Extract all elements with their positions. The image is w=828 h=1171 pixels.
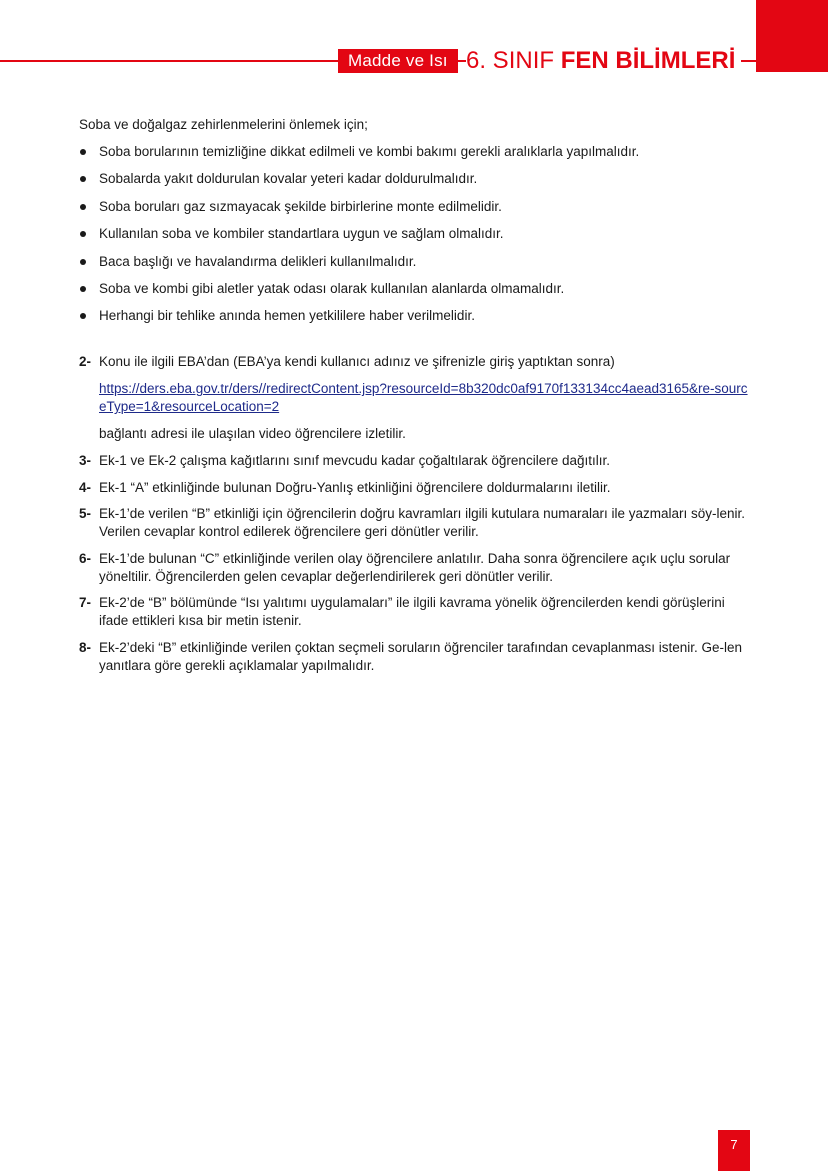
bullet-text: Herhangi bir tehlike anında hemen yetkililere haber verilmelidir. [99, 308, 475, 324]
safety-bullet-list [79, 143, 751, 325]
bullet-item [79, 253, 751, 271]
eba-link-wrapper [99, 380, 751, 416]
bullet-item [79, 170, 751, 188]
bullet-item [79, 143, 751, 161]
corner-accent-block [756, 0, 828, 72]
bullet-text: Soba ve kombi gibi aletler yatak odası olarak kullanılan alanlarda olmamalıdır. [99, 280, 565, 296]
bullet-item [79, 198, 751, 216]
bullet-dot-icon [80, 149, 86, 155]
step-8 [79, 639, 751, 675]
step-number: 2- [79, 354, 92, 370]
bullet-text: Soba borularının temizliğine dikkat edilmeli ve kombi bakımı gerekli aralıklarla yapılmalıdır. [99, 144, 640, 159]
step-4 [79, 479, 751, 497]
step-number: 3- [79, 452, 92, 468]
bullet-item [79, 280, 751, 298]
step-text: Ek-1’de verilen “B” etkinliği için öğrencilerin doğru kavramları ilgili kutulara numaraları ile yazmaları söy-lenir. Verilen cevaplar kontrol edilerek öğrencilere geri dönütler verilir. [99, 506, 746, 540]
bullet-dot-icon [80, 176, 86, 182]
bullet-text: Sobalarda yakıt doldurulan kovalar yeteri kadar doldurulmalıdır. [99, 171, 478, 187]
bullet-text: Soba boruları gaz sızmayacak şekilde birbirlerine monte edilmelidir. [99, 198, 502, 214]
step-text: Ek-2’deki “B” etkinliğinde verilen çoktan seçmeli soruların öğrenciler tarafından cevaplanması istenir. Ge-len yanıtlara göre gerekli açıklamalar yapılmalıdır. [99, 639, 743, 673]
step-followup-text: bağlantı adresi ile ulaşılan video öğrencilere izletilir. [99, 426, 406, 442]
step-text: Ek-1’de bulunan “C” etkinliğinde verilen olay öğrencilere anlatılır. Daha sonra öğrencilere açık uçlu sorular yöneltilir. Öğrencilerden gelen cevaplar değerlendirilerek geri dönütler verilir. [99, 550, 731, 584]
step-number: 5- [79, 506, 92, 522]
step-number: 4- [79, 479, 92, 495]
bullet-item [79, 225, 751, 243]
step-number: 8- [79, 639, 92, 655]
step-6 [79, 550, 751, 586]
step-7 [79, 594, 751, 630]
grade-label: 6. SINIF [466, 47, 555, 74]
bullet-dot-icon [80, 313, 86, 319]
step-text: Ek-2’de “B” bölümünde “Isı yalıtımı uygulamaları” ile ilgili kavrama yönelik öğrencilerden kendi görüşlerini ifade ettikleri kısa bir metin istenir. [99, 595, 725, 629]
bullet-item [79, 307, 751, 325]
subject-label: FEN BİLİMLERİ [560, 47, 736, 74]
bullet-dot-icon [80, 286, 86, 292]
page-number: 7 [718, 1130, 750, 1171]
step-text: Konu ile ilgili EBA’dan (EBA’ya kendi kullanıcı adınız ve şifrenizle giriş yaptıktan sonra) [99, 354, 615, 370]
step-2 [79, 353, 751, 443]
main-content [79, 116, 751, 684]
step-text: Ek-1 “A” etkinliğinde bulunan Doğru-Yanlış etkinliğini öğrencilere doldurmalarını iletilir. [99, 479, 611, 495]
step-number: 6- [79, 550, 92, 566]
procedure-steps [79, 353, 751, 675]
bullet-dot-icon [80, 231, 86, 237]
step-number: 7- [79, 595, 92, 611]
bullet-text: Kullanılan soba ve kombiler standartlara uygun ve sağlam olmalıdır. [99, 226, 504, 242]
step-text: Ek-1 ve Ek-2 çalışma kağıtlarını sınıf mevcudu kadar çoğaltılarak öğrencilere dağıtılır. [99, 452, 610, 468]
bullet-dot-icon [80, 259, 86, 265]
topic-badge: Madde ve Isı [338, 49, 458, 73]
bullet-text: Baca başlığı ve havalandırma delikleri kullanılmalıdır. [99, 253, 417, 269]
eba-video-link[interactable]: https://ders.eba.gov.tr/ders//redirectContent.jsp?resourceId=8b320dc0af9170f133134cc4aead3165&re-sourceType=1&resourceLocation=2 [99, 381, 748, 415]
page-title [466, 45, 741, 77]
step-3 [79, 452, 751, 470]
intro-text: Soba ve doğalgaz zehirlenmelerini önlemek için; [79, 117, 368, 132]
bullet-dot-icon [80, 204, 86, 210]
step-5 [79, 505, 751, 541]
